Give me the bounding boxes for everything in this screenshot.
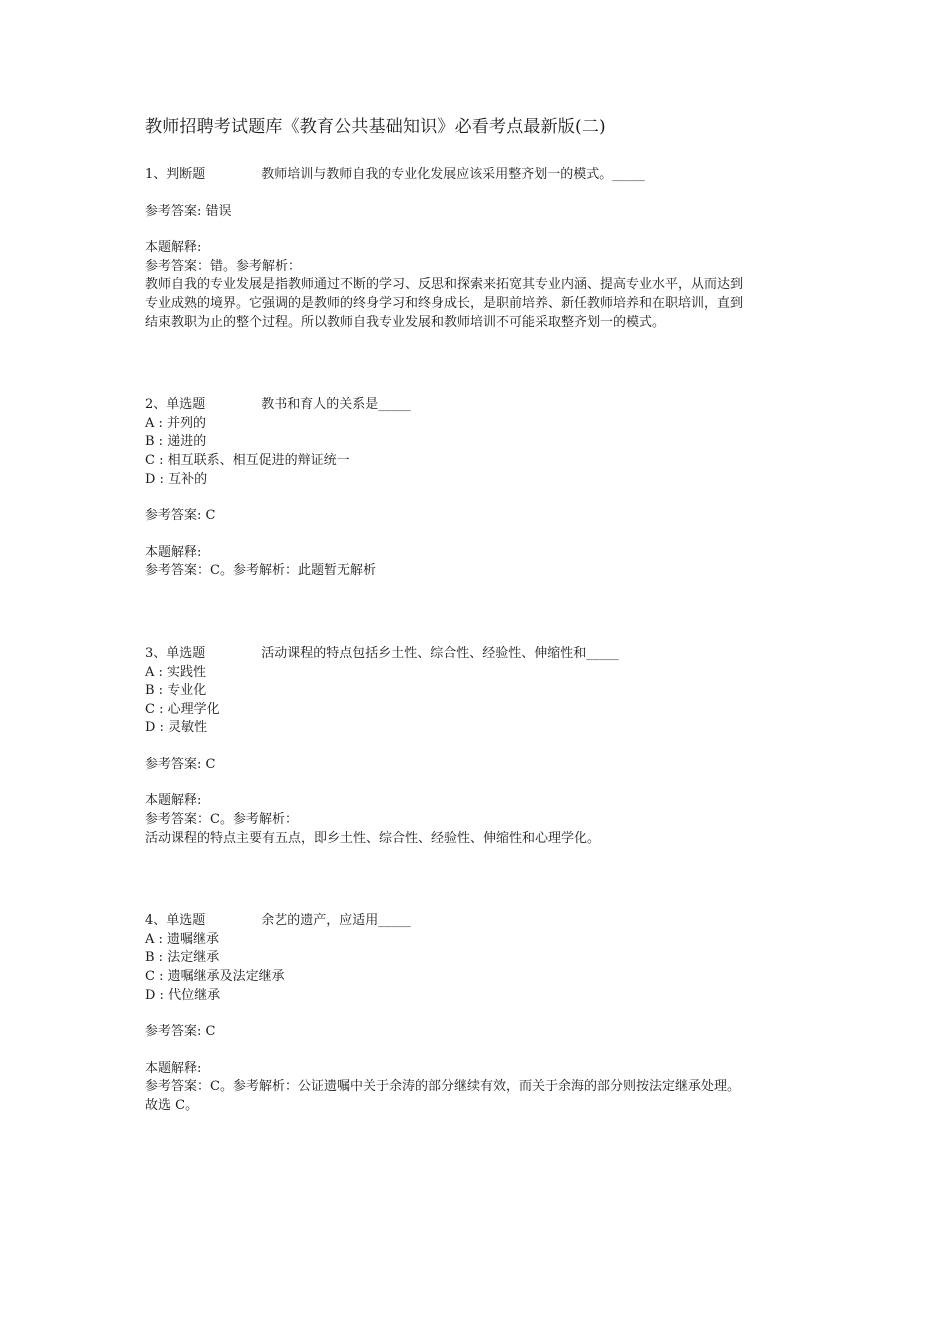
question-number: 3、 bbox=[145, 645, 167, 661]
explanation-line: 教师自我的专业发展是指教师通过不断的学习、反思和探索来拓宽其专业内涵、提高专业水平，从而达到 bbox=[145, 277, 744, 293]
question-header bbox=[145, 396, 810, 415]
question-type: 单选题 bbox=[166, 397, 206, 413]
question-stem: 活动课程的特点包括乡土性、综合性、经验性、伸缩性和_____ bbox=[261, 645, 619, 661]
question-1 bbox=[145, 166, 810, 332]
question-type: 判断题 bbox=[166, 167, 206, 182]
answer-line: 参考答案: C bbox=[145, 1024, 216, 1040]
option-a: A : 并列的 bbox=[145, 415, 207, 431]
question-stem: 教师培训与教师自我的专业化发展应该采用整齐划一的模式。_____ bbox=[261, 167, 645, 182]
option-c: C : 心理学化 bbox=[145, 701, 220, 717]
document-page bbox=[145, 116, 810, 1116]
explanation-label: 本题解释: bbox=[145, 793, 202, 809]
explanation-line: 结束教职为止的整个过程。所以教师自我专业发展和教师培训不可能采取整齐划一的模式。 bbox=[145, 314, 666, 330]
question-2 bbox=[145, 396, 810, 581]
explanation-line: 参考答案：C。参考解析： bbox=[145, 812, 298, 828]
explanation-line: 活动课程的特点主要有五点，即乡土性、综合性、经验性、伸缩性和心理学化。 bbox=[145, 830, 601, 846]
question-stem: 教书和育人的关系是_____ bbox=[261, 397, 411, 413]
question-number: 1、 bbox=[145, 167, 167, 182]
question-type: 单选题 bbox=[166, 645, 206, 661]
option-b: B : 法定继承 bbox=[145, 950, 220, 966]
question-type: 单选题 bbox=[166, 913, 206, 929]
option-a: A : 遗嘱继承 bbox=[145, 931, 220, 947]
explanation-line: 参考答案：C。参考解析：此题暂无解析 bbox=[145, 563, 376, 579]
question-4 bbox=[145, 912, 810, 1115]
option-d: D : 互补的 bbox=[145, 471, 208, 487]
question-stem: 余艺的遗产，应适用_____ bbox=[261, 913, 411, 929]
answer-line: 参考答案: C bbox=[145, 756, 216, 772]
option-a: A : 实践性 bbox=[145, 664, 207, 680]
explanation-line: 专业成熟的境界。它强调的是教师的终身学习和终身成长，是职前培养、新任教师培养和在职培训，直到 bbox=[145, 295, 744, 311]
question-number: 2、 bbox=[145, 397, 167, 413]
explanation-line: 参考答案：C。参考解析：公证遗嘱中关于余涛的部分继续有效，而关于余海的部分则按法定继承处理。 bbox=[145, 1079, 740, 1095]
option-d: D : 代位继承 bbox=[145, 987, 221, 1003]
explanation-label: 本题解释: bbox=[145, 240, 202, 256]
explanation-label: 本题解释: bbox=[145, 544, 202, 560]
option-b: B : 递进的 bbox=[145, 434, 207, 450]
option-b: B : 专业化 bbox=[145, 683, 207, 699]
option-d: D : 灵敏性 bbox=[145, 720, 208, 736]
document-title: 教师招聘考试题库《教育公共基础知识》必看考点最新版(二) bbox=[145, 117, 606, 137]
question-number: 4、 bbox=[145, 913, 167, 929]
question-header bbox=[145, 912, 810, 931]
option-c: C : 遗嘱继承及法定继承 bbox=[145, 969, 285, 985]
explanation-line: 参考答案：错。参考解析： bbox=[145, 258, 302, 274]
explanation-line: 故选 C。 bbox=[145, 1098, 199, 1113]
question-header bbox=[145, 645, 810, 664]
question-3 bbox=[145, 645, 810, 848]
answer-line: 参考答案: C bbox=[145, 508, 216, 524]
explanation-label: 本题解释: bbox=[145, 1060, 202, 1076]
answer-line: 参考答案: 错误 bbox=[145, 203, 232, 219]
question-header bbox=[145, 166, 810, 185]
option-c: C : 相互联系、相互促进的辩证统一 bbox=[145, 452, 350, 468]
